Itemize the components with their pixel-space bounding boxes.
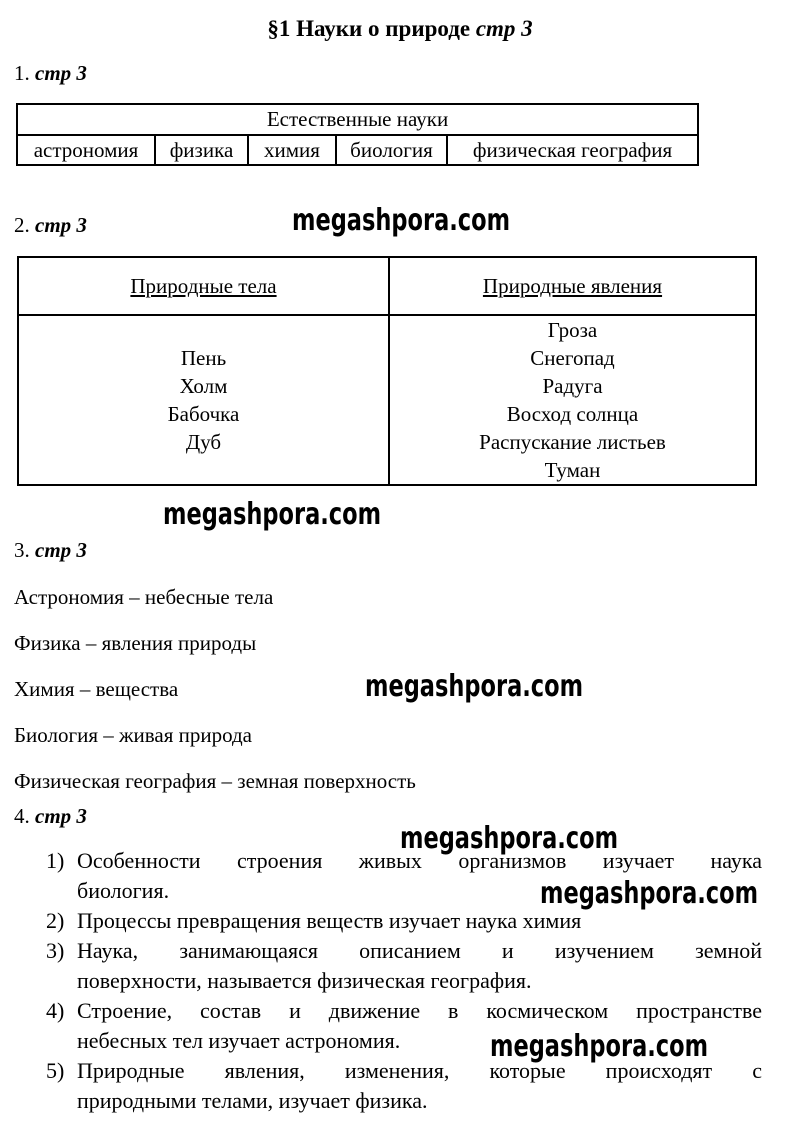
bodies-phenomena-table	[17, 256, 757, 486]
natural-sciences-header-cell: Естественные науки	[17, 104, 698, 135]
section-4-page-ref: стр 3	[35, 804, 87, 828]
table-row	[18, 315, 756, 485]
section-3-number: 3.	[14, 538, 30, 562]
page-title	[0, 16, 800, 42]
column-header-natural-phenomena: Природные явления	[389, 257, 756, 315]
table-row	[18, 257, 756, 315]
section-1-heading	[14, 61, 800, 86]
science-cell-chemistry: химия	[248, 135, 336, 165]
list-item: 5) Природные явления, изменения, которые происходят с природными телами, изучает физика.	[46, 1058, 762, 1113]
item-number: 5)	[46, 1058, 65, 1083]
list-item: Снегопад	[530, 346, 615, 370]
list-item: Гроза	[547, 318, 598, 342]
definition-astronomy: Астрономия – небесные тела	[14, 585, 274, 609]
page-title-ref: стр 3	[475, 16, 533, 41]
list-item: 4) Строение, состав и движение в космическом пространстве небесных тел изучает астрономия.	[46, 998, 762, 1053]
item-number: 4)	[46, 998, 65, 1023]
item-number: 1)	[46, 848, 65, 873]
item-number: 2)	[46, 908, 65, 933]
item-number: 3)	[46, 938, 65, 963]
list-item: Холм	[179, 374, 228, 398]
table-row	[17, 104, 698, 135]
page-title-text: §1 Науки о природе	[267, 16, 471, 41]
natural-sciences-table	[16, 103, 699, 166]
list-item: Восход солнца	[506, 402, 639, 426]
watermark: megashpora.com	[163, 497, 382, 532]
list-item: Туман	[544, 458, 601, 482]
science-cell-physics: физика	[155, 135, 248, 165]
watermark: megashpora.com	[365, 669, 584, 704]
section-4-number: 4.	[14, 804, 30, 828]
definition-chemistry: Химия – вещества	[14, 677, 179, 701]
list-item: Дуб	[185, 430, 222, 454]
science-cell-astronomy: астрономия	[17, 135, 155, 165]
definition-geography: Физическая география – земная поверхность	[14, 769, 416, 793]
science-cell-geography: физическая география	[447, 135, 698, 165]
natural-bodies-cell	[18, 315, 389, 485]
watermark: megashpora.com	[490, 1029, 709, 1064]
table-row	[17, 135, 698, 165]
science-cell-biology: биология	[336, 135, 447, 165]
section-3-heading	[14, 538, 800, 563]
list-item: 3) Наука, занимающаяся описанием и изучением земной поверхности, называется физическая география.	[46, 938, 762, 993]
list-item: 1) Особенности строения живых организмов изучает наука биология.	[46, 848, 762, 903]
natural-phenomena-cell	[389, 315, 756, 485]
list-item: Пень	[180, 346, 227, 370]
section-2-page-ref: стр 3	[35, 213, 87, 237]
list-item: 2) Процессы превращения веществ изучает наука химия	[0, 906, 800, 936]
list-item: Бабочка	[167, 402, 240, 426]
section-1-number: 1.	[14, 61, 30, 85]
definition-biology: Биология – живая природа	[14, 723, 253, 747]
section-2-number: 2.	[14, 213, 30, 237]
column-header-natural-bodies: Природные тела	[18, 257, 389, 315]
section-1-page-ref: стр 3	[35, 61, 87, 85]
definition-physics: Физика – явления природы	[14, 631, 257, 655]
watermark: megashpora.com	[540, 876, 759, 911]
section-3-page-ref: стр 3	[35, 538, 87, 562]
list-item: Распускание листьев	[479, 430, 666, 454]
watermark: megashpora.com	[292, 203, 511, 238]
document-page	[0, 16, 800, 1116]
list-item: Радуга	[542, 374, 603, 398]
watermark: megashpora.com	[400, 821, 619, 856]
